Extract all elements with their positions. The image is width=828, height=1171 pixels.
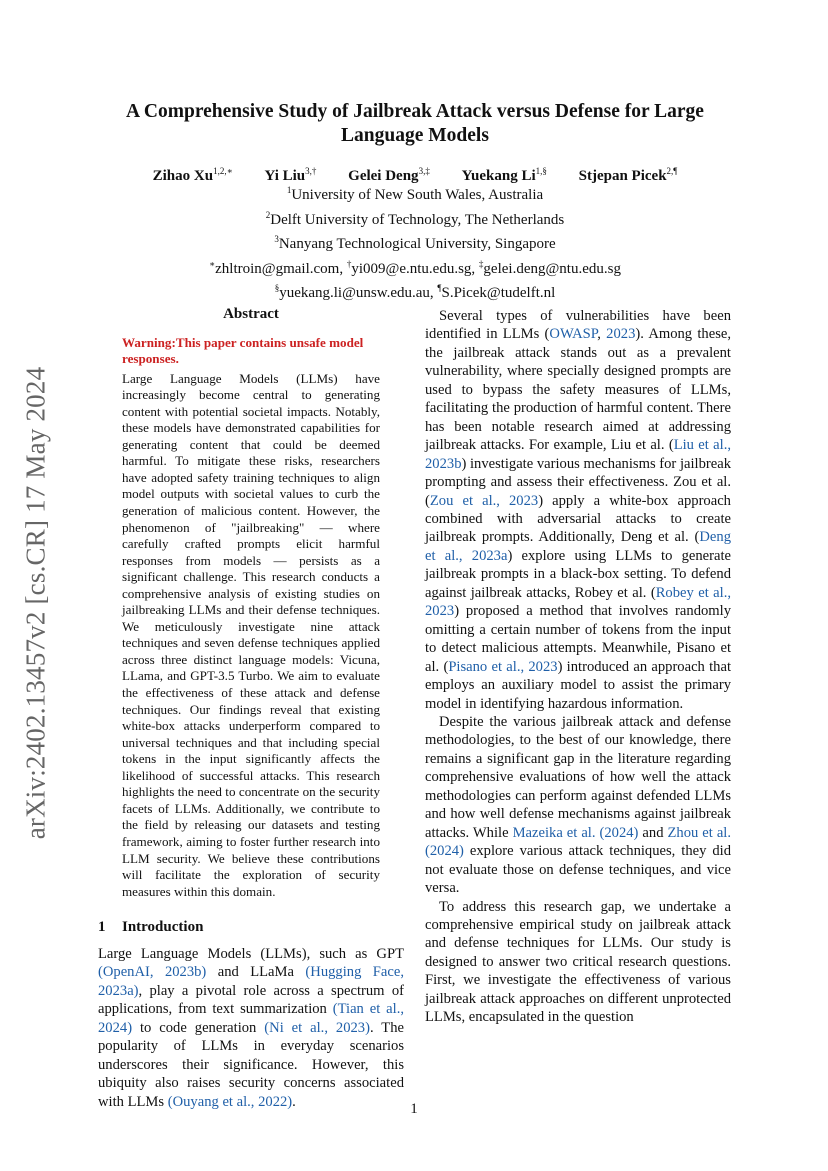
affiliation: $^1$University of New South Wales, Australia	[286, 185, 544, 203]
body-text: ,	[597, 326, 607, 343]
email-line: §yuekang.li@unsw.edu.au, ¶S.Picek@tudelft.nl	[274, 283, 556, 302]
abstract-heading: Abstract	[223, 306, 279, 322]
author: Zihao $Xu^{1,2,∗}$	[152, 166, 233, 184]
body-text: ) investigate various mechanisms for jailbreak prompting and assess their effectiveness. Zou et al. (	[425, 455, 731, 509]
body-text: To address this research gap, we undertake a comprehensive empirical study on jailbreak attack and defense techniques for LLMs. Our study is designed to answer two critical research questions. First, we investigate the effectiveness of various jailbreak attack approaches on different unprotected LLMs, encapsulated in the question	[425, 898, 731, 1026]
section-number: 1	[98, 919, 106, 935]
arxiv-side-label	[18, 353, 54, 853]
page-number: 1	[410, 1101, 418, 1117]
right-column	[425, 307, 731, 1027]
body-text: and	[638, 824, 668, 841]
citation-link[interactable]: OWASP	[549, 326, 598, 343]
citation-link[interactable]: Zhou et al. (2024)	[425, 824, 731, 860]
affiliation: $^2$Delft University of Technology, The Netherlands	[265, 209, 565, 228]
body-text: and LLaMa	[206, 964, 306, 981]
abstract-section	[122, 306, 380, 900]
citation-link[interactable]: (Hugging Face, 2023a)	[98, 964, 404, 999]
affiliation: $^3$Nanyang Technological University, Singapore	[274, 234, 556, 253]
arxiv-identifier: arXiv:2402.13457v2 [cs.CR] 17 May 2024	[20, 366, 51, 840]
citation-link[interactable]: 2023	[606, 326, 636, 343]
citation-link[interactable]: (Ni et al., 2023)	[264, 1019, 370, 1036]
author: Yi Liu$^{3,\dagger}$	[264, 166, 317, 184]
email-line: ∗zhltroin@gmail.com, †yi009@e.ntu.edu.sg, ‡gelei.deng@ntu.edu.sg	[209, 258, 621, 277]
citation-link[interactable]: Mazeika et al. (2024)	[512, 824, 639, 841]
citation-link[interactable]: (Ouyang et al., 2022)	[167, 1093, 293, 1110]
affiliations	[100, 181, 730, 304]
abstract-text: Large Language Models (LLMs) have increasingly become central to generating content with potential societal impacts. Notably, these models have demonstrated capabilities for generating content that could be deemed harmful. To mitigate these risks, researchers have adopted safety training techniques to align model outputs with societal values to curb the generation of malicious content. However, the phenomenon of "jailbreaking" — where carefully crafted prompts elicit harmful responses from models — persists as a significant challenge. This research conducts a comprehensive analysis of existing studies on jailbreaking LLMs and their defense techniques. We meticulously investigate nine attack techniques and seven defense techniques applied across three distinct language models: Vicuna, LLama, and GPT-3.5 Turbo. We aim to evaluate the effectiveness of these attack and defense techniques. Our findings reveal that existing white-box attacks underperform compared to universal techniques and that including special tokens in the input significantly affects the likelihood of successful attacks. This research highlights the need to concentrate on the security facets of LLMs. Additionally, we contribute to the field by releasing our datasets and testing framework, aiming to foster further research into LLM security. We believe these contributions will facilitate the exploration of security measures within this domain.	[122, 370, 380, 899]
citation-link[interactable]: (Tian et al., 2024)	[98, 1001, 404, 1036]
body-text: ) proposed a method that involves randomly omitting a certain number of tokens from the input to detect malicious attempts. Meanwhile, Pisano et al. (	[425, 603, 731, 675]
introduction-section	[98, 917, 404, 1111]
citation-link[interactable]: Pisano et al., 2023	[448, 658, 558, 675]
body-text: to code generation	[132, 1019, 265, 1036]
author: Gelei Deng$^{3,\ddagger}$	[348, 166, 430, 184]
title-line-2: Language Models	[341, 125, 489, 146]
content-warning: Warning:This paper contains unsafe model responses.	[122, 334, 364, 367]
citation-link[interactable]: Liu et al., 2023b	[425, 437, 731, 472]
body-text: Large Language Models (LLMs), such as GPT	[98, 946, 404, 962]
body-text: ) apply a white-box approach combined with adversarial attacks to create jailbreak prompts. Additionally, Deng et al. (	[425, 492, 731, 546]
body-text: , play a pivotal role across a spectrum of applications, from text summarization	[98, 982, 404, 1018]
body-text: explore various attack techniques, they did not evaluate those on defense techniques, and vice versa.	[425, 843, 731, 897]
section-heading	[98, 917, 404, 937]
body-paragraph	[425, 898, 731, 1027]
intro-paragraph	[98, 945, 404, 1111]
citation-link[interactable]: Zou et al., 2023	[429, 492, 539, 509]
body-text: . The popularity of LLMs in everyday scenarios underscores their significance. However, this ubiquity also raises security concerns associated with LLMs	[98, 1019, 404, 1110]
author: Stjepan Picek$^{2,\P}$	[578, 166, 678, 184]
author: Yuekang $Li^{1,\S}$	[461, 166, 547, 184]
paper-title	[100, 100, 730, 148]
body-text: .	[292, 1093, 296, 1110]
citation-link[interactable]: Deng et al., 2023a	[425, 529, 731, 564]
section-title: Introduction	[122, 919, 204, 935]
body-text: Despite the various jailbreak attack and defense methodologies, to the best of our knowledge, there remains a significant gap in the literature regarding comprehensive evaluations of how well the attack methodologies can perform against defended LLMs and how well defense mechanisms against jailbreak attacks. While	[425, 713, 731, 841]
body-text: Several types of vulnerabilities have been identified in LLMs (	[425, 308, 731, 343]
title-line-1: A Comprehensive Study of Jailbreak Attack versus Defense for Large	[126, 101, 704, 122]
body-text: ). Among these, the jailbreak attack stands out as a prevalent vulnerability, where specially designed prompts are used to bypass the safety measures of LLMs, facilitating the production of harmful content. There has been notable research aimed at addressing jailbreak attacks. For example, Liu et al. (	[425, 326, 731, 454]
body-paragraph	[425, 307, 731, 713]
body-text: ) explore using LLMs to generate jailbreak prompts in a black-box setting. To defend against jailbreak attacks, Robey et al. (	[425, 547, 731, 601]
body-text: ) introduced an approach that employs an auxiliary model to assist the primary model in identifying hazardous information.	[425, 658, 731, 712]
citation-link[interactable]: (OpenAI, 2023b)	[98, 964, 207, 981]
body-paragraph	[425, 713, 731, 898]
citation-link[interactable]: Robey et al., 2023	[425, 584, 731, 620]
